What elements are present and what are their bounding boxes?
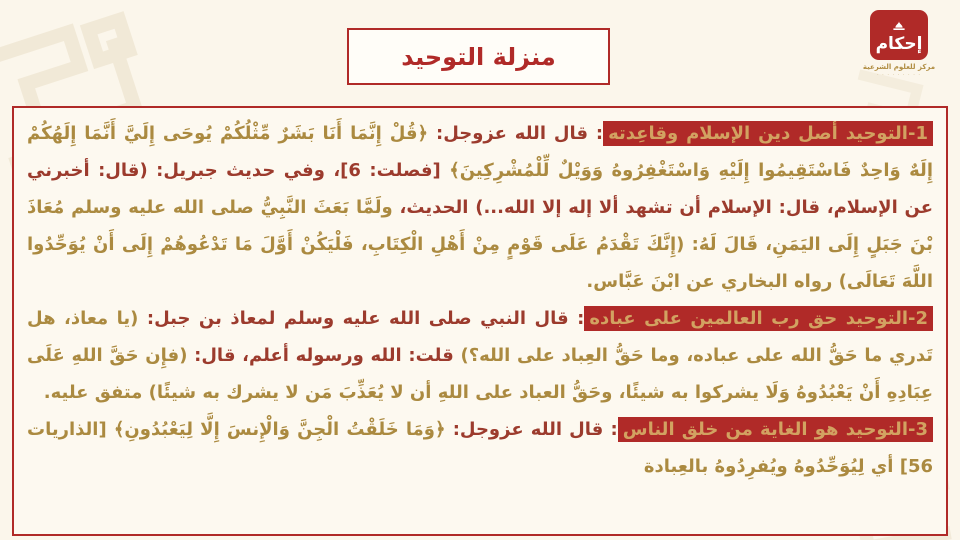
section-paragraph: [27, 300, 933, 411]
mosque-dome-icon: [891, 16, 907, 35]
quote-text: (فإِن حَقَّ اللهِ عَلَى عِبَادِهِ أَنْ يَعْبُدُوهُ وَلَا يشركوا به شيئًا، وحَقُّ العباد على اللهِ أن لا يُعَذِّبَ مَن لا يشرك به شيئًا) متفق عليه.: [27, 345, 933, 403]
quote-text: ﴿قُلْ إِنَّمَا أَنَا بَشَرٌ مِّثْلُكُمْ يُوحَى إِلَيَّ أَنَّمَا إِلَهُكُمْ إِلَهٌ وَاحِدٌ فَاسْتَقِيمُوا إِلَيْهِ وَاسْتَغْفِرُوهُ وَوَيْلٌ لِّلْمُشْرِكِينَ﴾: [27, 123, 933, 181]
section-heading-highlight: 1-التوحيد أصل دين الإسلام وقاعِدته: [603, 121, 933, 146]
narration-text: [فصلت: 6]، وفي حديث جبريل: (قال: أخبرني عن الإسلام، قال: الإسلام أن تشهد ألا إله إلا الله...) الحديث،: [27, 160, 934, 218]
narration-text: : قال الله عزوجل:: [445, 419, 618, 440]
logo-mark: [870, 10, 928, 60]
quote-text: ﴿وَمَا خَلَقْتُ الْجِنَّ وَالْإِنسَ إِلَّا لِيَعْبُدُونِ﴾ [الذاريات 56] أي لِيُوَحِّدُوهُ ويُفرِدُوهُ بالعِبادة: [27, 419, 933, 477]
narration-text: قلت: الله ورسوله أعلم، قال:: [187, 345, 454, 366]
narration-text: : قال النبي صلى الله عليه وسلم لمعاذ بن جبل:: [138, 308, 585, 329]
section-heading-highlight: 3-التوحيد هو الغاية من خلق الناس: [618, 417, 933, 442]
quote-text: (يا معاذ، هل تَدري ما حَقُّ الله على عباده، وما حَقُّ العِباد على الله؟): [27, 308, 933, 366]
section-heading-highlight: 2-التوحيد حق رب العالمين على عباده: [584, 306, 933, 331]
quote-text: ولَمَّا بَعَثَ النَّبِيُّ صلى الله عليه وسلم مُعَاذَ بْنَ جَبَلٍ إِلَى اليَمَنِ، قَالَ لَهُ: (إِنَّكَ تَقْدَمُ عَلَى قَوْمٍ مِنْ أَهْلِ الْكِتَابِ، فَلْيَكُنْ أَوَّلَ مَا تَدْعُوهُمْ إِلَى أَنْ يُوَحِّدُوا اللَّهَ تَعَالَى) رواه البخاري عن ابْنَ عَبَّاس.: [27, 197, 933, 292]
logo-wordmark: إحكام: [875, 34, 923, 55]
logo-fine-print: · · · · · · · · ·: [876, 72, 922, 78]
logo-subtitle: مركز للعلوم الشرعية: [862, 63, 936, 71]
content-box: [12, 106, 948, 536]
slide-title-box: [347, 28, 610, 85]
section-paragraph: [27, 411, 933, 485]
page-title: منزلة التوحيد: [401, 42, 556, 71]
brand-logo: [856, 10, 942, 78]
section-paragraph: [27, 115, 933, 300]
narration-text: : قال الله عزوجل:: [428, 123, 604, 144]
